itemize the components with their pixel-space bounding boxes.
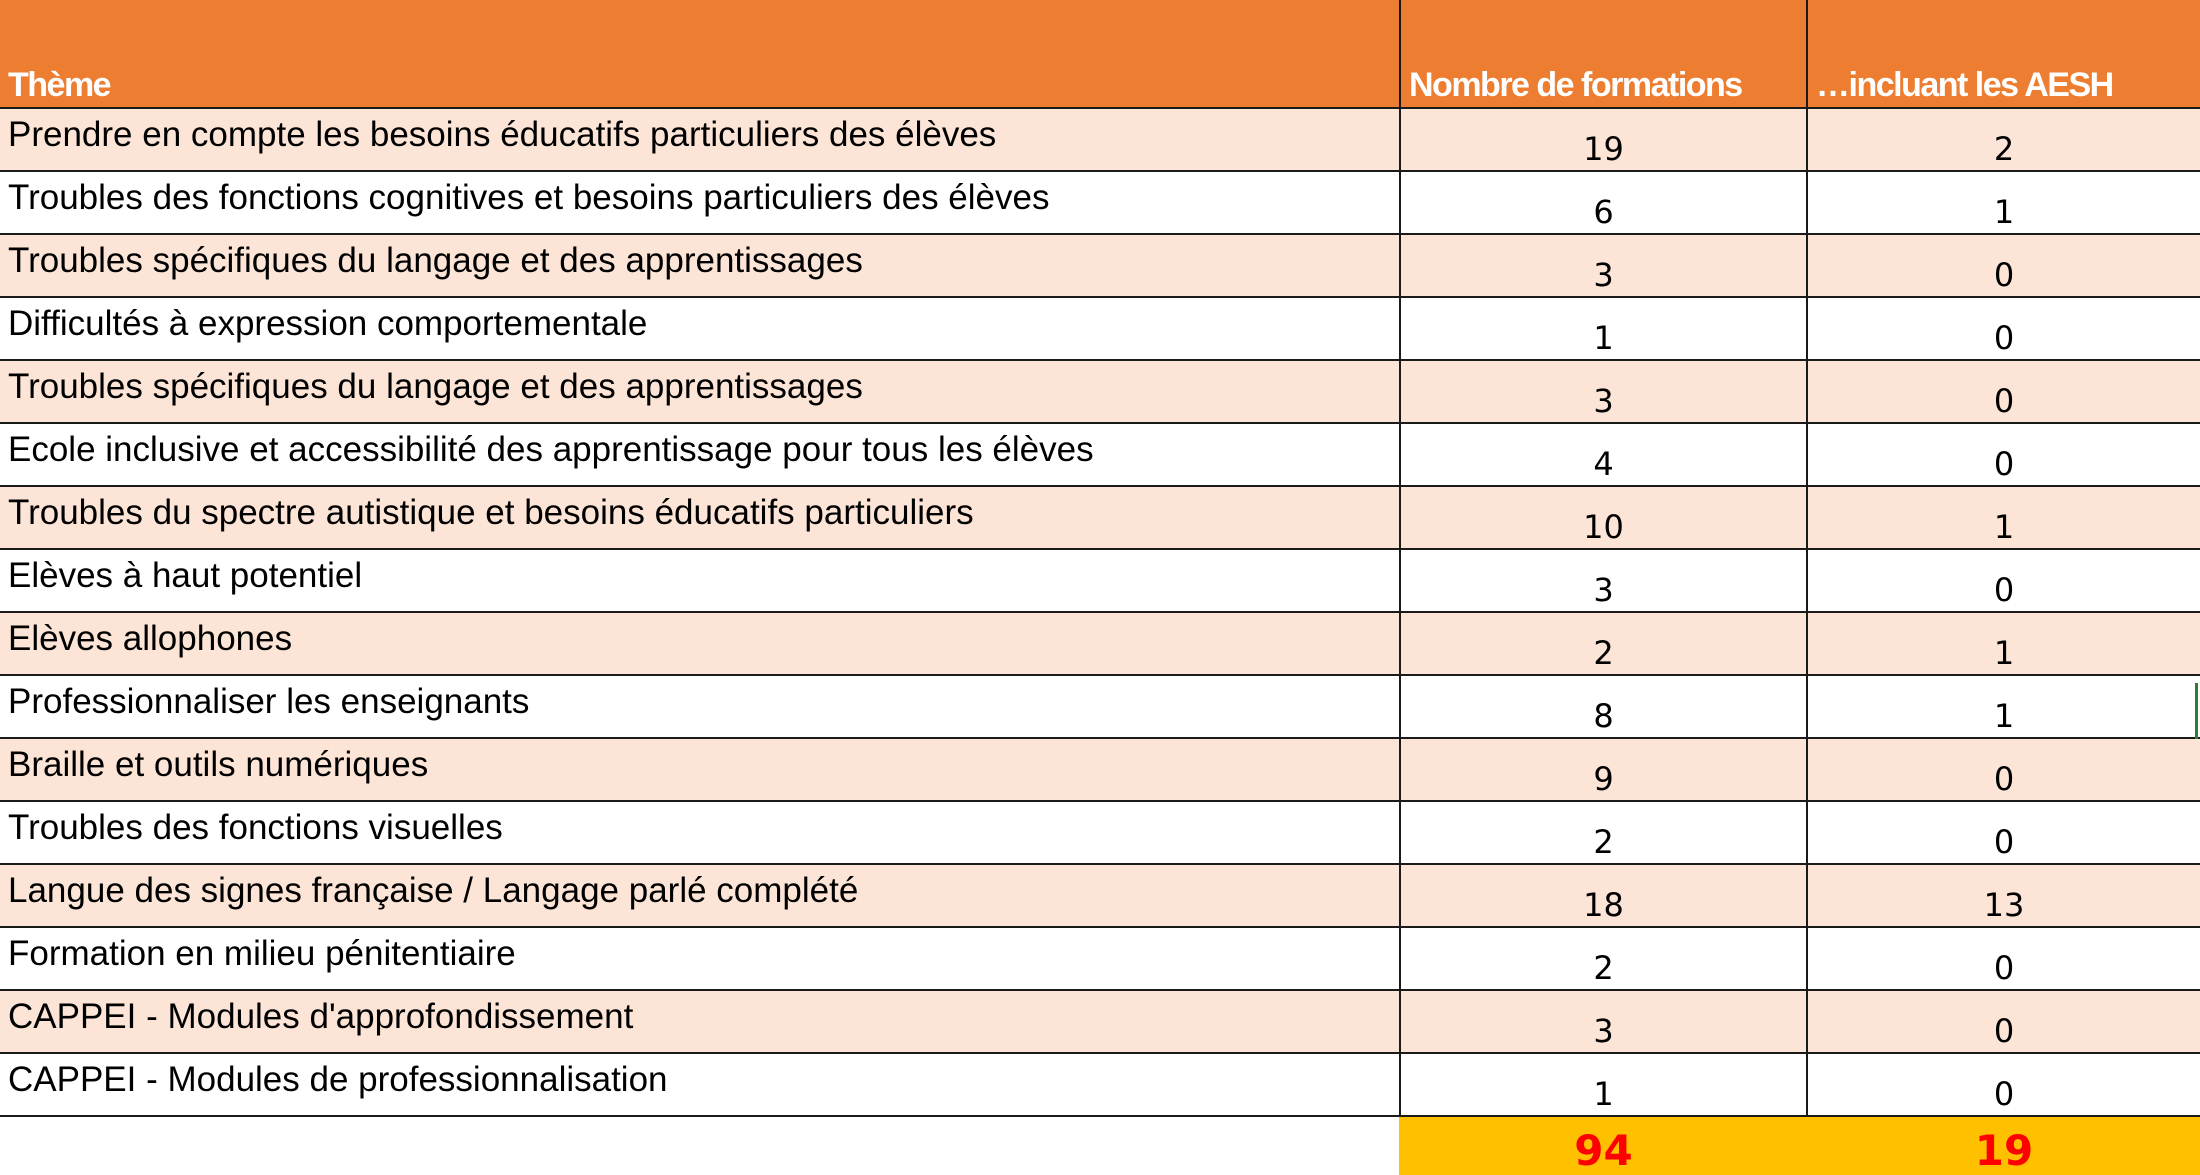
theme-cell[interactable]: Elèves à haut potentiel (0, 549, 1400, 612)
aesh-cell[interactable]: 1 (1807, 675, 2200, 738)
theme-cell[interactable]: Formation en milieu pénitentiaire (0, 927, 1400, 990)
theme-cell[interactable]: Langue des signes française / Langage parlé complété (0, 864, 1400, 927)
nombre-cell[interactable]: 2 (1400, 927, 1807, 990)
aesh-cell[interactable]: 0 (1807, 1053, 2200, 1116)
nombre-cell[interactable]: 2 (1400, 612, 1807, 675)
table-row (0, 108, 2200, 171)
theme-cell[interactable]: Ecole inclusive et accessibilité des apprentissage pour tous les élèves (0, 423, 1400, 486)
theme-cell[interactable]: Braille et outils numériques (0, 738, 1400, 801)
theme-cell[interactable]: CAPPEI - Modules d'approfondissement (0, 990, 1400, 1053)
nombre-cell[interactable]: 3 (1400, 234, 1807, 297)
table-row (0, 801, 2200, 864)
theme-cell[interactable]: Troubles spécifiques du langage et des apprentissages (0, 360, 1400, 423)
nombre-cell[interactable]: 19 (1400, 108, 1807, 171)
table-row (0, 423, 2200, 486)
aesh-cell[interactable]: 0 (1807, 801, 2200, 864)
total-nombre-cell[interactable]: 94 (1400, 1116, 1807, 1175)
table-row (0, 549, 2200, 612)
theme-cell[interactable]: Prendre en compte les besoins éducatifs particuliers des élèves (0, 108, 1400, 171)
theme-cell[interactable]: Troubles spécifiques du langage et des apprentissages (0, 234, 1400, 297)
aesh-cell[interactable]: 0 (1807, 927, 2200, 990)
empty-cell[interactable] (0, 1116, 1400, 1175)
nombre-cell[interactable]: 4 (1400, 423, 1807, 486)
theme-cell[interactable]: Difficultés à expression comportementale (0, 297, 1400, 360)
aesh-cell[interactable]: 1 (1807, 612, 2200, 675)
table-row (0, 612, 2200, 675)
table-row (0, 486, 2200, 549)
totals-row (0, 1116, 2200, 1175)
column-header-theme[interactable]: Thème (0, 0, 1400, 108)
nombre-cell[interactable]: 3 (1400, 549, 1807, 612)
aesh-cell[interactable]: 0 (1807, 738, 2200, 801)
nombre-cell[interactable]: 8 (1400, 675, 1807, 738)
table-row (0, 864, 2200, 927)
nombre-cell[interactable]: 2 (1400, 801, 1807, 864)
nombre-cell[interactable]: 1 (1400, 297, 1807, 360)
table-row (0, 927, 2200, 990)
aesh-cell[interactable]: 0 (1807, 297, 2200, 360)
theme-cell[interactable]: Elèves allophones (0, 612, 1400, 675)
aesh-cell[interactable]: 2 (1807, 108, 2200, 171)
table-row (0, 675, 2200, 738)
table-row (0, 990, 2200, 1053)
table-row (0, 1053, 2200, 1116)
aesh-cell[interactable]: 0 (1807, 549, 2200, 612)
cell-selection-edge (2195, 683, 2198, 739)
nombre-cell[interactable]: 18 (1400, 864, 1807, 927)
aesh-cell[interactable]: 1 (1807, 486, 2200, 549)
theme-cell[interactable]: Troubles des fonctions visuelles (0, 801, 1400, 864)
nombre-cell[interactable]: 9 (1400, 738, 1807, 801)
nombre-cell[interactable]: 6 (1400, 171, 1807, 234)
theme-cell[interactable]: Troubles du spectre autistique et besoins éducatifs particuliers (0, 486, 1400, 549)
aesh-cell[interactable]: 1 (1807, 171, 2200, 234)
total-aesh-cell[interactable]: 19 (1807, 1116, 2200, 1175)
nombre-cell[interactable]: 10 (1400, 486, 1807, 549)
table-row (0, 171, 2200, 234)
theme-cell[interactable]: Professionnaliser les enseignants (0, 675, 1400, 738)
theme-cell[interactable]: CAPPEI - Modules de professionnalisation (0, 1053, 1400, 1116)
column-header-aesh[interactable]: …incluant les AESH (1807, 0, 2200, 108)
header-row (0, 0, 2200, 108)
aesh-cell[interactable]: 0 (1807, 360, 2200, 423)
aesh-cell[interactable]: 13 (1807, 864, 2200, 927)
aesh-cell[interactable]: 0 (1807, 423, 2200, 486)
theme-cell[interactable]: Troubles des fonctions cognitives et besoins particuliers des élèves (0, 171, 1400, 234)
table-row (0, 738, 2200, 801)
nombre-cell[interactable]: 3 (1400, 990, 1807, 1053)
aesh-cell[interactable]: 0 (1807, 234, 2200, 297)
aesh-cell[interactable]: 0 (1807, 990, 2200, 1053)
nombre-cell[interactable]: 3 (1400, 360, 1807, 423)
table-row (0, 234, 2200, 297)
column-header-nombre[interactable]: Nombre de formations (1400, 0, 1807, 108)
nombre-cell[interactable]: 1 (1400, 1053, 1807, 1116)
table-row (0, 360, 2200, 423)
table-row (0, 297, 2200, 360)
